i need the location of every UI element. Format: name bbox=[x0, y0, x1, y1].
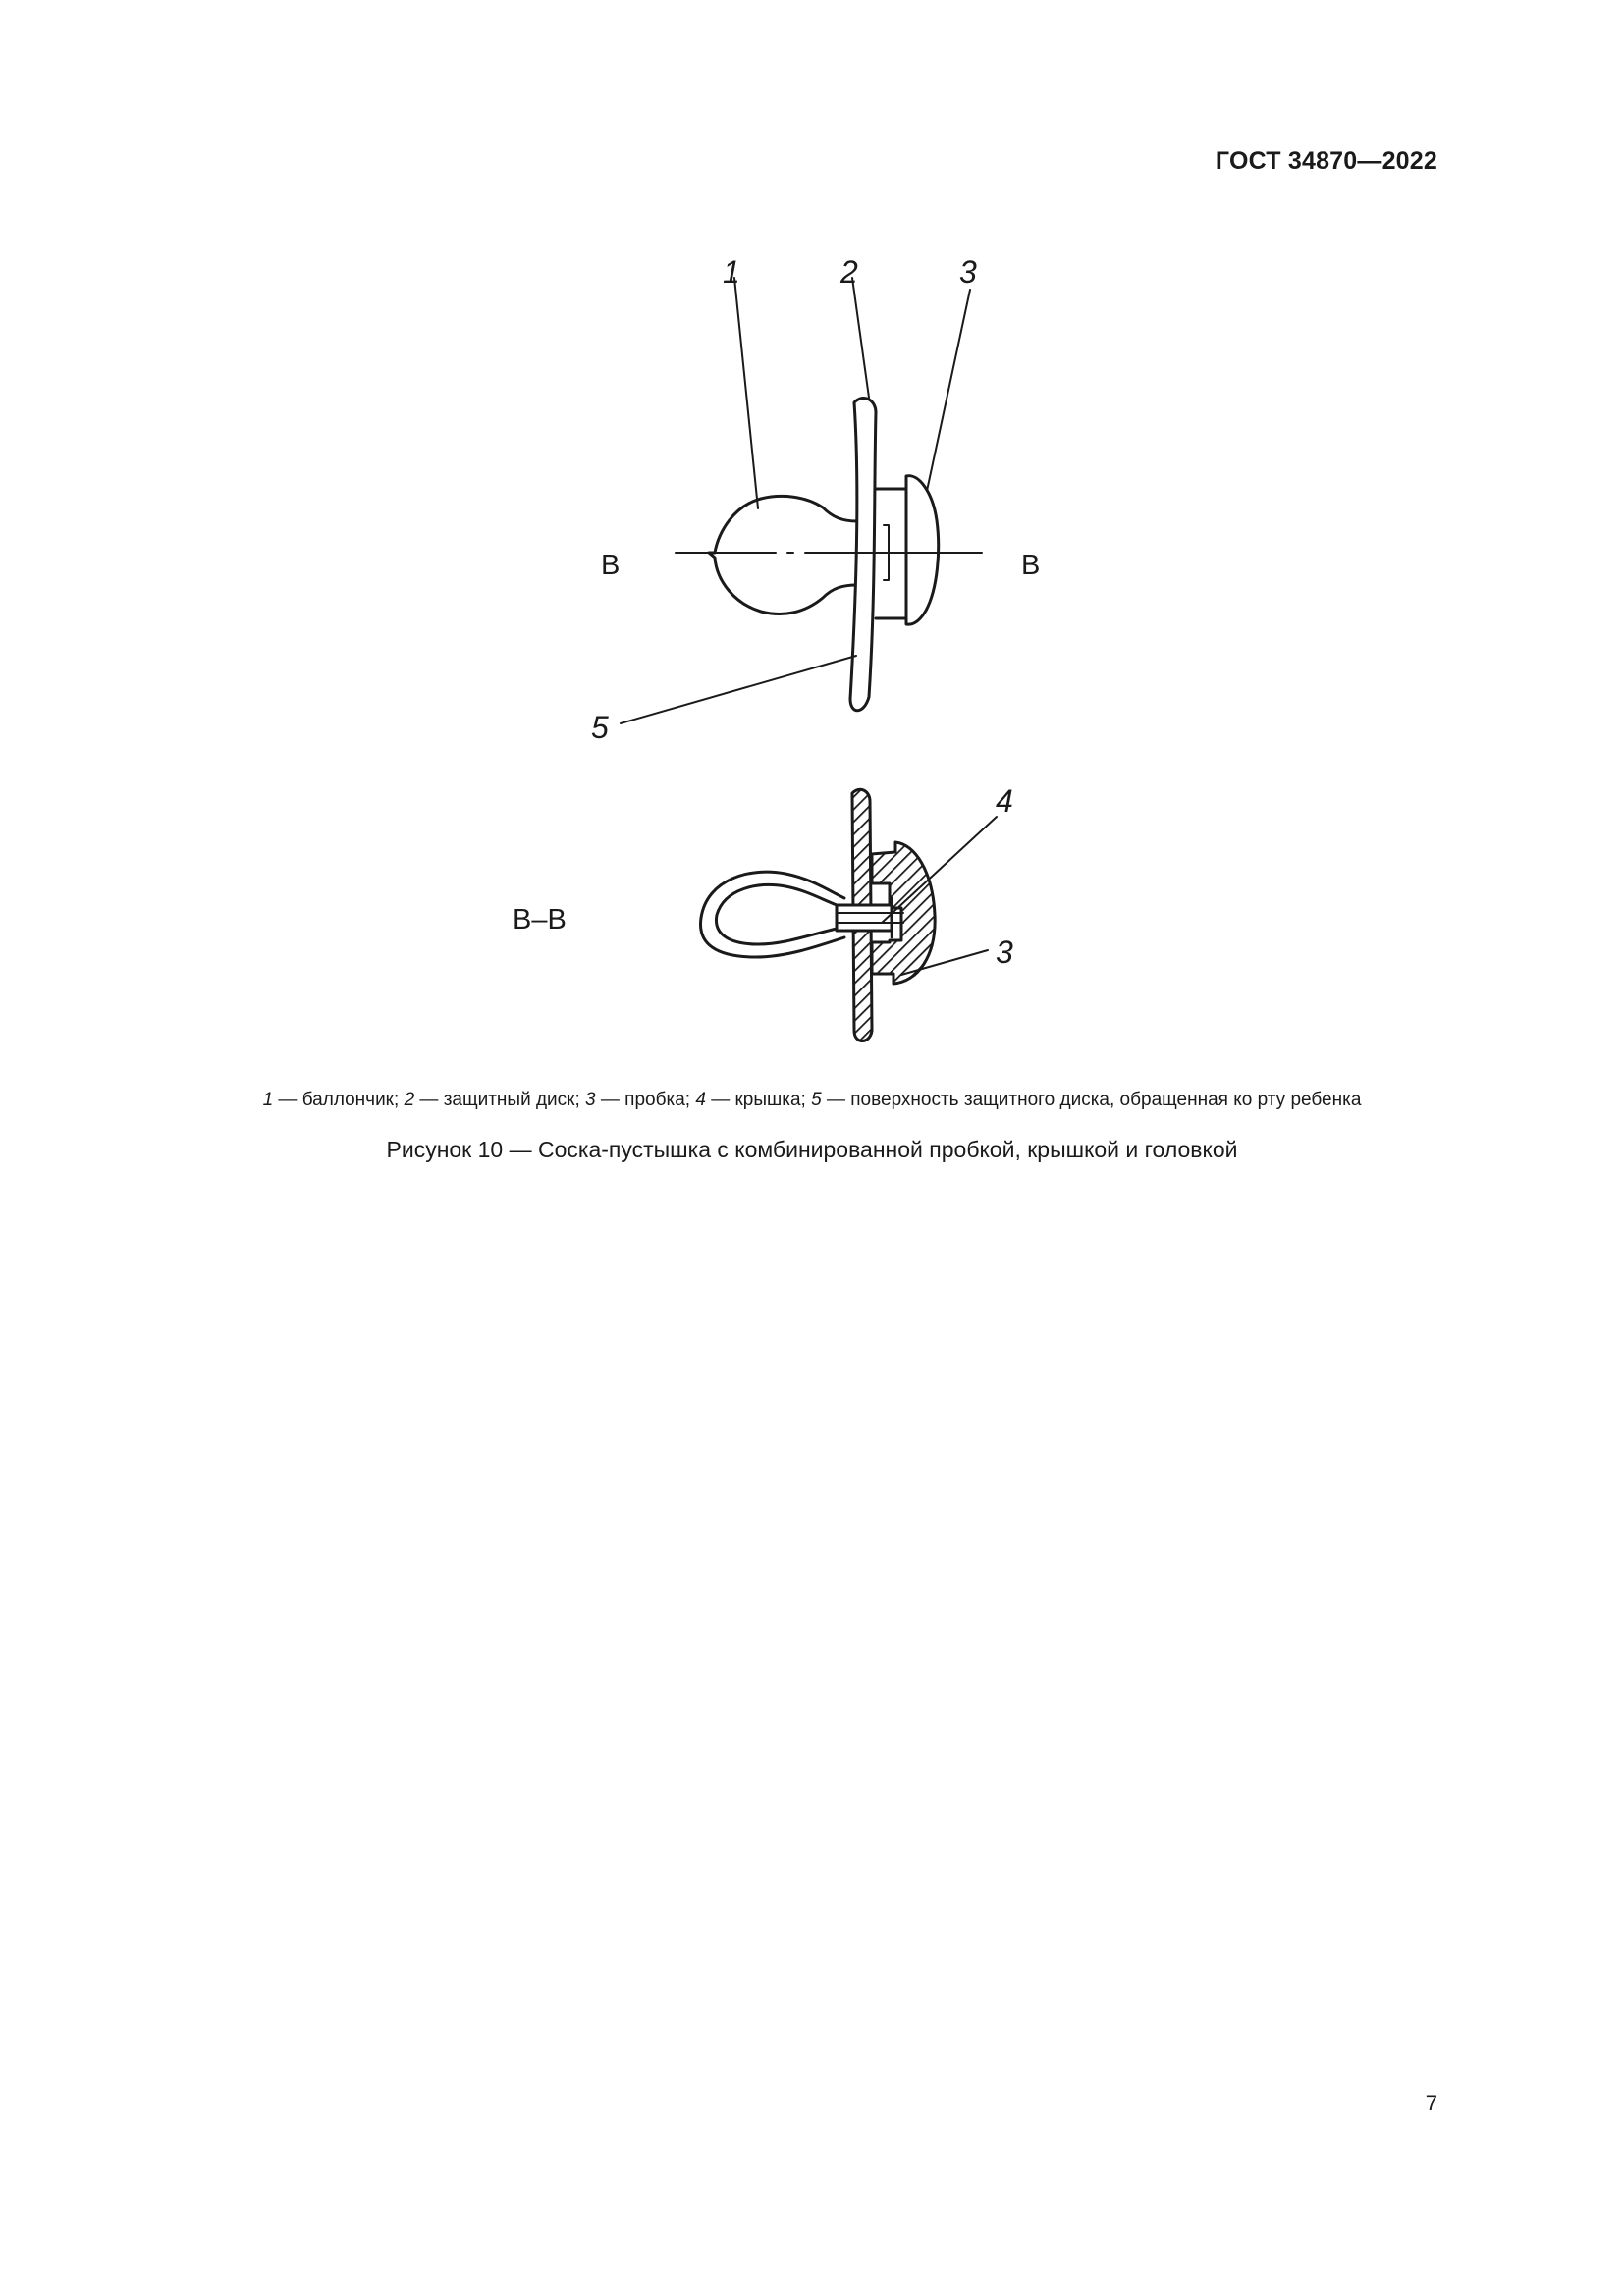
callout-4: 4 bbox=[996, 783, 1013, 819]
page-number: 7 bbox=[1425, 2091, 1437, 2115]
callout-3: 3 bbox=[959, 254, 977, 290]
callout-1: 1 bbox=[723, 254, 740, 290]
pacifier-figure bbox=[0, 0, 1624, 1080]
legend-text-1: — баллончик; bbox=[273, 1090, 405, 1110]
leader-1 bbox=[734, 278, 758, 508]
legend-num-5: 5 bbox=[811, 1090, 822, 1110]
section-view bbox=[700, 789, 997, 1041]
section-mark-right: В bbox=[1021, 550, 1041, 581]
section-view-label: В–В bbox=[513, 904, 567, 935]
teat-bulb bbox=[709, 496, 857, 614]
legend-num-1: 1 bbox=[262, 1090, 274, 1110]
leader-3 bbox=[927, 290, 970, 491]
section-mark-left: В bbox=[601, 550, 621, 581]
legend-num-2: 2 bbox=[404, 1090, 415, 1110]
figure-caption: Рисунок 10 — Соска-пустышка с комбинированной пробкой, крышкой и головкой bbox=[386, 1137, 1238, 1162]
side-view bbox=[621, 278, 982, 723]
cap bbox=[906, 476, 939, 624]
legend-num-4: 4 bbox=[695, 1090, 706, 1110]
callout-3-section: 3 bbox=[996, 934, 1013, 970]
legend-text-2: — защитный диск; bbox=[414, 1090, 586, 1110]
leader-2 bbox=[852, 278, 869, 398]
legend-text-4: — крышка; bbox=[705, 1090, 812, 1110]
shield-disc bbox=[850, 398, 876, 710]
callout-2: 2 bbox=[840, 254, 858, 290]
legend-text-3: — пробка; bbox=[595, 1090, 696, 1110]
callout-5: 5 bbox=[591, 710, 609, 745]
leader-5 bbox=[621, 656, 856, 723]
legend-text-5: — поверхность защитного диска, обращенная ко рту ребенка bbox=[821, 1090, 1362, 1110]
figure-legend bbox=[0, 1090, 1624, 1111]
document-header: ГОСТ 34870—2022 bbox=[1215, 147, 1437, 175]
legend-num-3: 3 bbox=[585, 1090, 596, 1110]
